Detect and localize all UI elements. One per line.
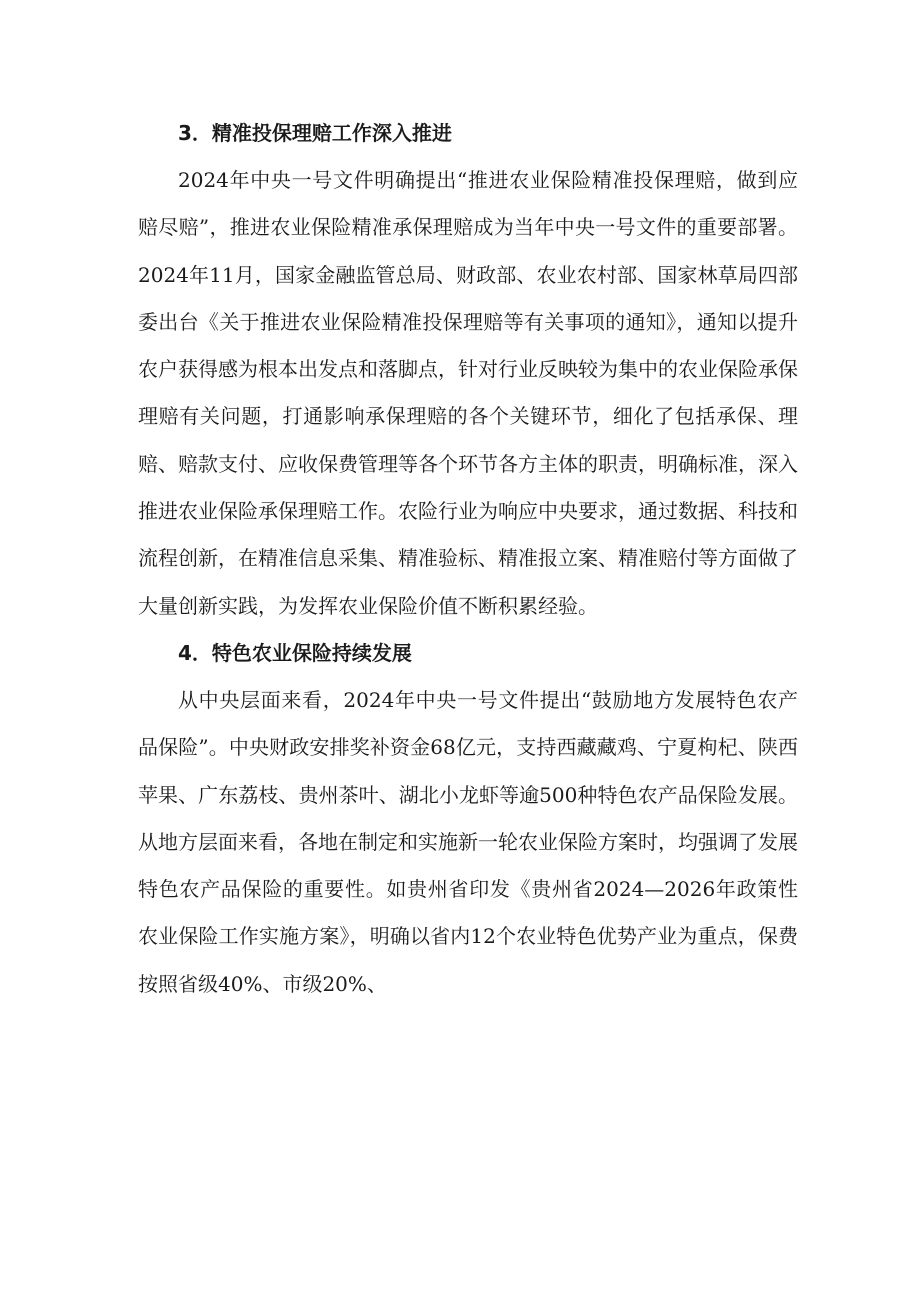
section-4-heading: 4．特色农业保险持续发展 [178,640,412,665]
section-3-heading: 3．精准投保理赔工作深入推进 [178,121,452,145]
section-4-paragraph: 从中央层面来看，2024年中央一号文件提出“鼓励地方发展特色农产品保险”。中央财政安排奖补资金68亿元，支持西藏藏鸡、宁夏枸杞、陕西苹果、广东荔枝、贵州茶叶、湖北小龙虾等逾500种特色农产品保险发展。从地方层面来看，各地在制定和实施新一轮农业保险方案时，均强调了发展特色农产品保险的重要性。如贵州省印发《贵州省2024—2026年政策性农业保险工作实施方案》，明确以省内12个农业特色优势产业为重点，保费按照省级40%、市级20%、 [138,687,798,996]
section-3-paragraph: 2024年中央一号文件明确提出“推进农业保险精准投保理赔，做到应赔尽赔”，推进农业保险精准承保理赔成为当年中央一号文件的重要部署。2024年11月，国家金融监管总局、财政部、农业农村部、国家林草局四部委出台《关于推进农业保险精准投保理赔等有关事项的通知》，通知以提升农户获得感为根本出发点和落脚点，针对行业反映较为集中的农业保险承保理赔有关问题，打通影响承保理赔的各个关键环节，细化了包括承保、理赔、赔款支付、应收保费管理等各个环节各方主体的职责，明确标准，深入推进农业保险承保理赔工作。农险行业为响应中央要求，通过数据、科技和流程创新，在精准信息采集、精准验标、精准报立案、精准赔付等方面做了大量创新实践，为发挥农业保险价值不断积累经验。 [138,168,798,618]
document-body [138,110,798,1008]
